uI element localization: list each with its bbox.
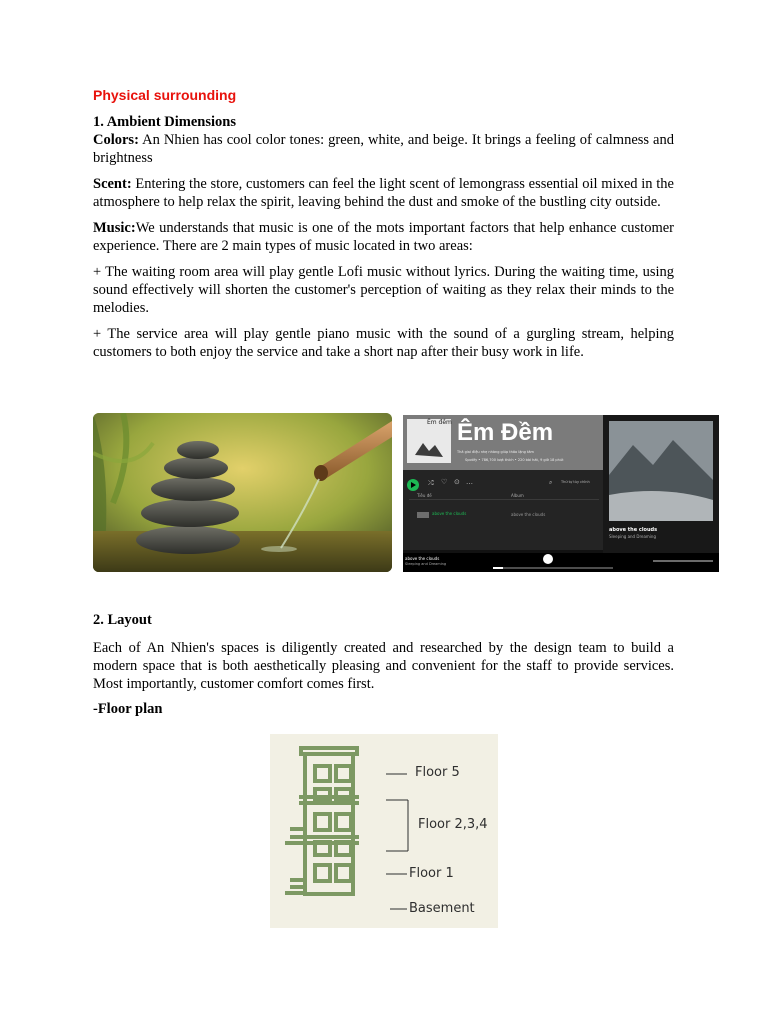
download-icon[interactable]: ⊙ [454, 478, 460, 486]
playlist-meta: Spotify • 786,700 lượt thích • 220 bài hát, 9 giờ 18 phút [465, 458, 564, 462]
spotify-screenshot [403, 415, 719, 572]
heart-icon[interactable]: ♡ [441, 478, 448, 486]
play-button[interactable] [407, 479, 419, 491]
search-icon[interactable]: ⌕ [549, 479, 553, 486]
scent-paragraph [93, 175, 674, 211]
bullet-service-area: + The service area will play gentle piano music with the sound of a gurgling stream, helping customers to both enjoy the service and take a short nap after their busy work in life. [93, 326, 674, 360]
playlist-subtitle: Thả giai điệu nhẹ nhàng giúp thảo lặng tâm [457, 450, 534, 454]
layout-section [93, 612, 674, 718]
layout-title: 2. Layout [93, 612, 152, 628]
sort-dropdown[interactable]: Thứ tự tùy chỉnh [561, 480, 590, 484]
album-cover-label: Êm đềm [427, 419, 452, 426]
track-row-album[interactable]: above the clouds [511, 512, 546, 517]
spotify-frame [403, 415, 719, 572]
floor-5-label: Floor 5 [415, 765, 460, 780]
layout-paragraph: Each of An Nhien's spaces is diligently created and researched by the design team to build a modern space that is both aesthetically pleasing and convenient for the staff to provide services. Most importantly, customer comfort comes first. [93, 640, 674, 692]
floor-2-3-4-label: Floor 2,3,4 [418, 817, 488, 832]
side-panel-title: above the clouds [609, 527, 658, 533]
column-album: Album [511, 493, 524, 498]
section-heading: Physical surrounding [93, 87, 237, 103]
playlist-title: Êm Đềm [457, 419, 554, 446]
page-body [93, 86, 674, 369]
more-icon[interactable]: … [466, 478, 473, 486]
scent-label: Scent: [93, 176, 132, 192]
music-label: Music: [93, 220, 136, 236]
music-paragraph [93, 219, 674, 255]
scent-text: Entering the store, customers can feel the light scent of lemongrass essential oil mixed in the atmosphere to help relax the spirit, leaving behind the dust and smoke of the bustling city outside. [93, 176, 674, 210]
zen-stones-illustration [93, 413, 392, 572]
basement-label: Basement [409, 901, 475, 916]
shuffle-icon[interactable]: ⤮ [428, 479, 434, 487]
column-title: Tiêu đề [417, 493, 432, 498]
colors-text: An Nhien has cool color tones: green, white, and beige. It brings a feeling of calmness and brightness [93, 132, 674, 166]
floor-plan-title: -Floor plan [93, 701, 163, 717]
zen-stones-photo [93, 413, 392, 572]
colors-label: Colors: [93, 132, 139, 148]
photo-row [93, 413, 719, 572]
colors-paragraph [93, 131, 674, 167]
floor-1-label: Floor 1 [409, 866, 454, 881]
side-panel-artist: Sleeping and Dreaming [609, 534, 656, 539]
bullet-waiting-room: + The waiting room area will play gentle Lofi music without lyrics. During the waiting time, using sound effectively will shorten the customer's perception of waiting as they relax their minds to the melodies. [93, 264, 674, 316]
now-playing-title: above the clouds [405, 556, 440, 561]
now-playing-artist: Sleeping and Dreaming [405, 562, 447, 566]
track-row-title[interactable]: above the clouds [432, 511, 467, 516]
ambient-title: 1. Ambient Dimensions [93, 114, 237, 130]
music-text: We understands that music is one of the mots important factors that help enhance customer experience. There are 2 main types of music located in two areas: [93, 220, 674, 254]
floor-plan-diagram [270, 734, 498, 928]
